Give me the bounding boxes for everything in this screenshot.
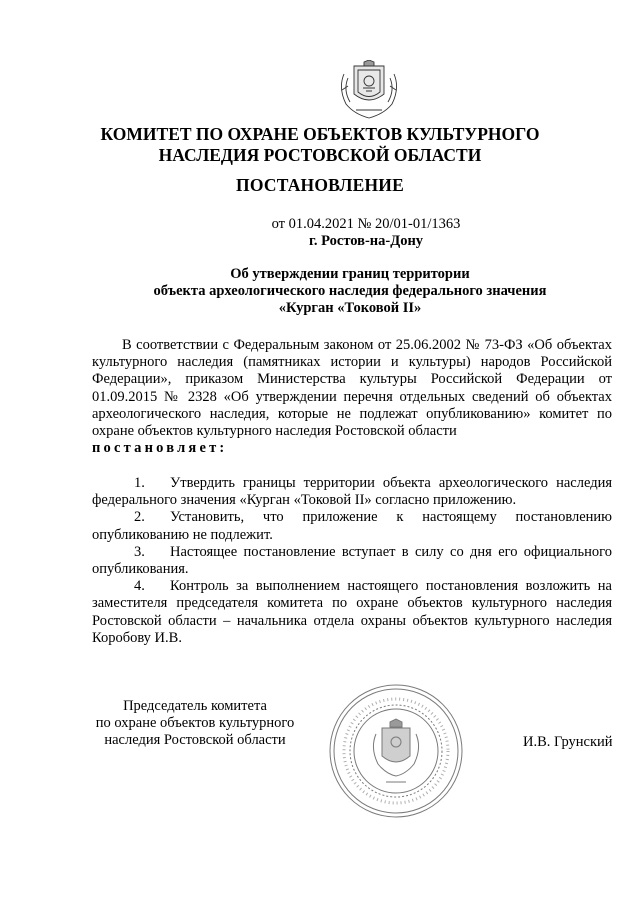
signatory-title-line-2: по охране объектов культурного xyxy=(95,715,295,731)
organization-name xyxy=(0,124,640,166)
preamble-paragraph: В соответствии с Федеральным законом от 25.06.2002 № 73-ФЗ «Об объектах культурного наследия (памятниках истории и культуры) народов Российской Федерации», приказом Министерства культуры Российской Федерации от 01.09.2015 № 2328 «Об утверждении перечня отдельных сведений об объектах археологического наследия, которые не подлежат опубликованию» комитет по охране объектов культурного наследия Ростовской области xyxy=(92,337,612,440)
subject-line-2: объекта археологического наследия федерального значения xyxy=(153,283,547,299)
decree-word: постановляет: xyxy=(92,440,228,456)
list-item xyxy=(92,509,612,543)
item-text: Установить, что приложение к настоящему постановлению опубликованию не подлежит. xyxy=(92,509,612,543)
item-text: Контроль за выполнением настоящего постановления возложить на заместителя председателя комитета по охране объектов культурного наследия Ростовской области – начальника отдела охраны объектов культурного наследия Коробову И.В. xyxy=(92,578,612,646)
signatory-title-line-3: наследия Ростовской области xyxy=(104,732,286,748)
document-type: ПОСТАНОВЛЕНИЕ xyxy=(236,175,404,195)
item-number: 2. xyxy=(134,509,145,526)
decree-items-list xyxy=(92,475,612,647)
signatory-title-line-1: Председатель комитета xyxy=(123,698,267,714)
signatory-title xyxy=(80,698,310,749)
document-subject xyxy=(50,266,640,317)
subject-line-3: «Курган «Токовой II» xyxy=(278,300,422,316)
org-line-2: НАСЛЕДИЯ РОСТОВСКОЙ ОБЛАСТИ xyxy=(158,145,482,165)
subject-line-1: Об утверждении границ территории xyxy=(230,266,470,282)
document-place: г. Ростов-на-Дону xyxy=(308,233,424,249)
list-item xyxy=(92,578,612,647)
item-number: 1. xyxy=(134,475,145,491)
org-line-1: КОМИТЕТ ПО ОХРАНЕ ОБЪЕКТОВ КУЛЬТУРНОГО xyxy=(100,124,540,144)
list-item xyxy=(92,544,612,578)
list-item xyxy=(92,475,612,509)
item-text: Настоящее постановление вступает в силу со дня его официального опубликования. xyxy=(92,543,612,578)
official-seal-icon xyxy=(326,682,466,820)
item-number: 3. xyxy=(134,543,145,560)
document-date-number: от 01.04.2021 № 20/01-01/1363 xyxy=(271,216,461,232)
coat-of-arms-icon xyxy=(334,60,404,122)
signatory-name: И.В. Грунский xyxy=(523,734,613,750)
item-number: 4. xyxy=(134,578,145,595)
item-text: Утвердить границы территории объекта археологического наследия федерального значения «Курган «Токовой II» согласно приложению. xyxy=(92,475,612,509)
